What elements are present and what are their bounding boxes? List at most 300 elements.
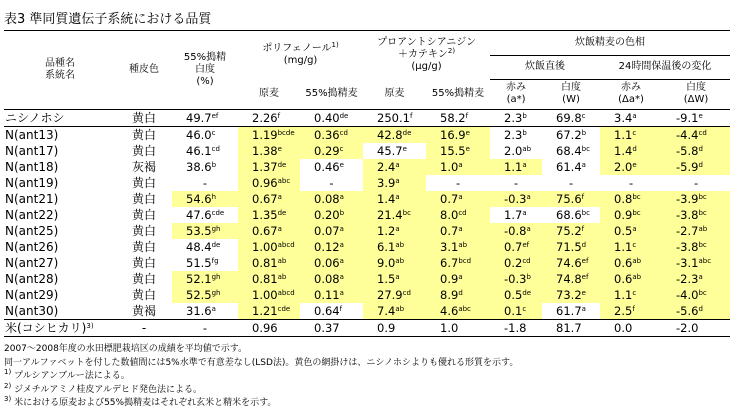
significance-letters: c [632,241,637,249]
table-header [4,31,730,110]
cell-value: 1.1$^c$ [600,239,662,255]
cell-value: 0.81$^{ab}$ [238,271,300,287]
significance-letters: ab [458,241,468,249]
significance-letters: abc [277,177,291,185]
cell-value: 1.35de [238,207,300,223]
significance-letters: ef [522,241,530,249]
cell-value: 0.2$^{cd}$ [490,255,542,271]
significance-letters: bc [632,209,641,217]
significance-letters: bc [581,209,590,217]
header-polished: 55%搗精麦 [305,88,358,99]
cell-value: -2.7$^{ab}$ [662,223,730,239]
cell-value: 1.4$^a$ [363,191,426,207]
cell-value: 73.2e [542,287,600,303]
cell-skin-color: 黄褐 [131,304,156,318]
cell-skin-color: 黄白 [131,144,156,158]
cell-value: 71.5$^d$ [542,239,600,255]
cell-value: -2.3$^a$ [662,271,730,287]
quality-table [4,30,730,337]
cell-value: - [202,176,208,190]
significance-letters: a [581,161,586,169]
significance-letters: d [458,289,463,297]
header-polyphenol: ポリフェノール$^{1)}$ (mg/g) [238,31,363,80]
table-row [4,175,730,191]
significance-letters: cd [458,209,467,217]
cell-value: 0.96$^{abc}$ [238,175,300,191]
significance-letters: cde [277,305,291,313]
cell-value: 58.2$^f$ [426,110,490,127]
cell-value: 46.1$^{cd}$ [186,144,220,158]
significance-letters: f [339,305,343,313]
significance-letters: gh [211,273,221,281]
header-red-da: 赤み (Δa*) [618,82,644,106]
cell-value: 0.07$^a$ [300,223,363,239]
cell-value: 31.6$^a$ [186,304,216,318]
cell-value: 0.29$^c$ [300,143,363,159]
significance-letters: c [632,129,637,137]
header-white-w: 白度 (W) [561,82,582,106]
cell-value: 0.67$^a$ [238,191,300,207]
cell-name: N(ant13) [4,127,116,144]
significance-letters: abcd [277,289,295,297]
significance-letters: de [402,129,412,137]
significance-letters: bcde [277,129,295,137]
cell-value: 1.7$^a$ [504,208,527,222]
significance-letters: c [211,129,216,137]
cell-value: 0.12$^a$ [300,239,363,255]
cell-value: 6.7$^{bcd}$ [426,255,490,271]
table-row [4,320,730,337]
significance-letters: a [339,241,344,249]
cell-name: N(ant28) [5,272,59,286]
significance-letters: a [211,305,216,313]
significance-letters: b [522,129,527,137]
cell-value: 1.5$^a$ [363,271,426,287]
significance-letters: ef [581,273,589,281]
significance-letters: cd [211,145,220,153]
cell-value: 3.4$^a$ [600,110,662,127]
cell-value: -5.9$^d$ [662,159,730,175]
cell-value: 2.0e [600,159,662,175]
cell-value: 47.6$^{cde}$ [186,208,225,222]
cell-name: N(ant22) [5,208,59,222]
cell-skin-color: 灰褐 [131,160,156,174]
significance-letters: ab [395,257,405,265]
table-row [4,191,730,207]
header-after-24h: 24時間保温後の変化 [600,56,730,79]
cell-value: $1.19^{bcde}$ [238,127,300,144]
significance-letters: bc [581,145,590,153]
significance-letters: a [458,273,463,281]
significance-letters: cd [522,257,531,265]
cell-value: 1.1$^c$ [600,287,662,303]
significance-letters: a [277,225,282,233]
cell-value: 3.9$^a$ [363,175,426,191]
significance-letters: cd [339,129,348,137]
cell-value: 48.4de [186,240,221,254]
cell-skin-color: 黄白 [131,192,156,206]
cell-value: -4.0$^{bc}$ [662,287,730,303]
cell-value: -4.4$^{cd}$ [662,127,730,144]
significance-letters: ab [632,257,642,265]
cell-value: 42.8de [363,127,426,144]
significance-letters: abcd [277,241,295,249]
cell-value: 0.08$^a$ [300,191,363,207]
significance-letters: b [581,129,587,137]
significance-letters: a [277,193,282,201]
cell-value: 1.1$^a$ [490,159,542,175]
cell-value: -3.8$^{bc}$ [662,239,730,255]
cell-value: 0.06$^a$ [300,255,363,271]
cell-value: -3.9$^{bc}$ [662,191,730,207]
cell-value: 52.1$^{gh}$ [172,271,238,287]
significance-letters: cd [698,129,707,137]
cell-value: 0.81$^{ab}$ [238,255,300,271]
footnote: $^{1)}$ プルシアンブルー法による。 [4,368,130,381]
significance-letters: ab [395,241,405,249]
cell-value: 0.20$^b$ [300,207,363,223]
significance-letters: a [395,273,400,281]
significance-letters: c [581,112,586,120]
cell-value: 68.4$^{bc}$ [556,144,590,158]
cell-value: 0.08$^a$ [300,271,363,287]
cell-value: 0.6$^{ab}$ [600,271,662,287]
significance-letters: bc [698,193,707,201]
significance-letters: gh [211,289,221,297]
significance-letters: b [339,209,345,217]
header-raw-2: 原麦 [384,88,405,99]
significance-letters: cd [402,289,411,297]
cell-value: -0.8$^a$ [490,223,542,239]
significance-letters: ab [277,273,287,281]
cell-skin-color: 黄白 [131,176,156,190]
cell-value: - [693,176,699,190]
significance-letters: a [526,225,531,233]
significance-letters: a [395,225,400,233]
significance-letters: a [395,161,400,169]
cell-value: 9.0$^{ab}$ [363,255,426,271]
significance-letters: abc [458,305,471,313]
significance-letters: b [526,273,531,281]
significance-letters: a [339,289,344,297]
significance-letters: bc [402,209,411,217]
header-name: 品種名 系統名 [4,31,116,110]
cell-value: 0.46e [314,160,344,174]
cell-value: 45.7e [377,144,407,158]
significance-letters: a [632,225,637,233]
footnotes [4,343,518,411]
cell-value: 75.2$^f$ [542,223,600,239]
cell-value: 0.9$^{bc}$ [600,207,662,223]
table-row [4,159,730,175]
cell-value: 0.5de [490,287,542,303]
significance-letters: ab [632,273,642,281]
header-cooked-color: 炊飯精麦の色相 [490,31,730,56]
significance-letters: h [211,193,217,201]
cell-name: 米(コシヒカリ)$^{3)}$ [4,320,116,337]
cell-skin-color: - [116,320,172,337]
cell-value: 1.21$^{cde}$ [238,303,300,320]
cell-value: -0.3$^a$ [490,191,542,207]
cell-value: -9.1e [662,110,730,127]
cell-value: 21.4$^{bc}$ [363,207,426,223]
cell-name: N(ant27) [5,256,59,270]
cell-value: 69.8$^c$ [542,110,600,127]
cell-value: 8.0$^{cd}$ [426,207,490,223]
significance-letters: bc [632,193,641,201]
cell-value: $1.00^{abcd}$ [238,287,300,303]
significance-letters: d [581,241,587,249]
header-whiteness: 55%搗精 白度 (%) [172,31,238,110]
significance-letters: bc [698,241,707,249]
cell-value: 61.7$^a$ [556,304,586,318]
cell-value: 1.4$^d$ [600,143,662,159]
cell-value: - [568,176,574,190]
cell-skin-color: 黄白 [131,256,156,270]
significance-letters: e [277,145,282,153]
cell-value: 0.7$^a$ [426,223,490,239]
cell-value: 53.5$^{gh}$ [172,223,238,239]
cell-value: 250.1$^f$ [363,110,426,127]
cell-value: 0.7$^a$ [426,191,490,207]
table-row [4,127,730,144]
cell-value: 81.7 [542,320,600,337]
cell-value: - [455,176,461,190]
cell-value: 0.0 [600,320,662,337]
table-body [4,110,730,337]
cell-value: 46.0$^c$ [172,127,238,144]
cell-value: -3.8$^{bc}$ [662,207,730,223]
significance-letters: bc [698,209,707,217]
cell-value: 2.26$^f$ [238,110,300,127]
cell-value: 0.64$^f$ [314,304,343,318]
cell-name: N(ant21) [5,192,59,206]
cell-value: 0.9 [363,320,426,337]
table-row [4,143,730,159]
significance-letters: ef [211,112,219,120]
header-red-a: 赤み (a*) [506,82,527,106]
cell-name: N(ant26) [5,240,59,254]
cell-value: 0.67$^a$ [238,223,300,239]
cell-value: 0.37 [300,320,363,337]
significance-letters: d [698,145,703,153]
significance-letters: gh [211,225,221,233]
significance-letters: a [458,225,463,233]
significance-letters: f [465,112,469,120]
cell-name: N(ant29) [5,288,59,302]
cell-value: 0.36$^{cd}$ [300,127,363,144]
table-row [4,207,730,223]
cell-name: N(ant30) [5,304,59,318]
cell-skin-color: 黄白 [131,240,156,254]
cell-value: 2.3$^b$ [490,110,542,127]
cell-value: -3.1$^{abc}$ [662,255,730,271]
significance-letters: cde [211,209,225,217]
cell-value: -1.8 [490,320,542,337]
significance-letters: de [211,241,221,249]
significance-letters: e [465,145,470,153]
cell-skin-color: 黄白 [131,208,156,222]
header-skin-color: 種皮色 [116,31,172,110]
significance-letters: a [339,225,344,233]
cell-value: 67.2$^b$ [542,127,600,144]
cell-value: 51.5$^{fg}$ [186,256,219,270]
significance-letters: ab [277,257,287,265]
cell-value: 2.0$^{ab}$ [504,144,532,158]
cell-value: 74.8$^{ef}$ [542,271,600,287]
cell-value: 16.9e [426,127,490,144]
cell-value: 1.0$^a$ [426,159,490,175]
table-title: 表3 準同質遺伝子系統における品質 [4,12,212,27]
table-row [4,110,730,127]
cell-value: 15.5e [426,143,490,159]
significance-letters: a [522,209,527,217]
cell-value: -5.6$^d$ [662,303,730,320]
significance-letters: e [402,145,407,153]
cell-skin-color: 黄白 [131,224,156,238]
cell-skin-color: 黄白 [131,272,156,286]
significance-letters: d [698,305,703,313]
header-after-cooking: 炊飯直後 [490,56,600,79]
significance-letters: a [698,273,703,281]
cell-value: 1.0 [426,320,490,337]
cell-name: N(ant17) [5,144,59,158]
header-proanthocyanidin: プロアントシアニジン ＋カテキン$^{2)}$ (μg/g) [363,31,490,80]
significance-letters: a [581,305,586,313]
cell-value: 2.4$^a$ [363,159,426,175]
table-row [4,287,730,303]
significance-letters: e [632,161,637,169]
cell-value: 1.2$^a$ [363,223,426,239]
table-row [4,303,730,320]
significance-letters: a [339,257,344,265]
significance-letters: c [522,305,527,313]
cell-value: 49.7$^{ef}$ [172,110,238,127]
significance-letters: de [277,161,287,169]
significance-letters: bc [698,289,707,297]
significance-letters: ef [581,257,589,265]
table-row [4,223,730,239]
significance-letters: a [395,193,400,201]
significance-letters: f [581,225,585,233]
significance-letters: b [211,161,217,169]
cell-value: 1.1$^c$ [600,127,662,144]
footnote: 2007～2008年度の水田標肥栽培区の成績を平均値で示す。 [4,344,248,354]
cell-value: 1.38e [238,143,300,159]
cell-value: -2.0 [662,320,730,337]
cell-value: 0.5$^a$ [600,223,662,239]
footnote: $^{2)}$ ジメチルアミノ桂皮アルデヒド発色法による。 [4,381,202,395]
significance-letters: a [395,177,400,185]
significance-letters: d [698,161,703,169]
significance-letters: fg [211,257,219,265]
significance-letters: a [526,193,531,201]
significance-letters: de [339,112,349,120]
significance-letters: de [522,289,532,297]
cell-value: 8.9$^d$ [426,287,490,303]
header-polished-2: 55%搗精麦 [431,88,485,99]
cell-value: 54.6$^h$ [172,191,238,207]
significance-letters: b [522,112,527,120]
significance-letters: e [465,129,470,137]
cell-value: 0.7$^{ef}$ [490,239,542,255]
significance-letters: ab [698,225,708,233]
significance-letters: e [339,161,344,169]
significance-letters: f [581,193,585,201]
header-white-dw: 白度 (ΔW) [683,82,709,106]
significance-letters: e [698,112,703,120]
cell-value: - [329,176,334,190]
cell-name: ニシノホシ [4,110,116,127]
cell-value: 3.1$^{ab}$ [426,239,490,255]
cell-value: - [172,320,238,337]
cell-value: 2.3$^b$ [490,127,542,144]
cell-value: 52.5$^{gh}$ [172,287,238,303]
significance-letters: d [632,145,637,153]
cell-skin-color: 黄白 [116,127,172,144]
cell-value: 68.6$^{bc}$ [556,208,590,222]
cell-skin-color: 黄白 [131,288,156,302]
cell-value: 0.96 [238,320,300,337]
header-raw: 原麦 [259,88,279,99]
significance-letters: f [632,305,635,313]
significance-letters: c [632,289,637,297]
significance-letters: abc [698,257,712,265]
significance-letters: c [339,145,344,153]
cell-value: 0.40de [300,110,363,127]
cell-value: 2.5$^f$ [600,303,662,320]
cell-value: 0.1$^c$ [490,303,542,320]
cell-value: 4.6$^{abc}$ [426,303,490,320]
significance-letters: bcd [458,257,472,265]
cell-skin-color: 黄白 [116,110,172,127]
cell-value: 6.1$^{ab}$ [363,239,426,255]
footnote: 同一アルファベットを付した数値間には5%水準で有意差なし(LSD法)。黄色の網掛けは、ニシノホシよりも優れる形質を示す。 [4,357,519,368]
cell-value: 38.6$^b$ [186,160,217,174]
significance-letters: f [277,112,281,120]
cell-value: 75.6$^f$ [542,191,600,207]
table-row [4,255,730,271]
cell-name: N(ant25) [5,224,59,238]
cell-value: 1.37de [238,159,300,175]
cell-name: N(ant19) [5,176,59,190]
significance-letters: a [458,193,463,201]
cell-value: 74.6$^{ef}$ [542,255,600,271]
cell-value: 0.11$^a$ [300,287,363,303]
significance-letters: f [409,112,413,120]
table-row [4,271,730,287]
cell-value: 0.6$^{ab}$ [600,255,662,271]
cell-value: -0.3$^b$ [490,271,542,287]
significance-letters: a [522,161,527,169]
cell-value: $1.00^{abcd}$ [238,239,300,255]
cell-value: - [628,176,634,190]
significance-letters: ab [395,305,405,313]
significance-letters: a [339,193,344,201]
significance-letters: a [632,112,637,120]
footnote: $^{3)}$ 米における原麦および55%搗精麦はそれぞれ玄米と精米を示す。 [4,395,277,408]
cell-value: 61.4$^a$ [556,160,586,174]
significance-letters: a [339,273,344,281]
cell-name: N(ant18) [5,160,59,174]
significance-letters: e [581,289,586,297]
significance-letters: de [277,209,287,217]
significance-letters: a [458,161,463,169]
cell-value: 27.9$^{cd}$ [363,287,426,303]
cell-value: -5.8$^d$ [662,143,730,159]
cell-value: 7.4$^{ab}$ [363,303,426,320]
table-row [4,239,730,255]
